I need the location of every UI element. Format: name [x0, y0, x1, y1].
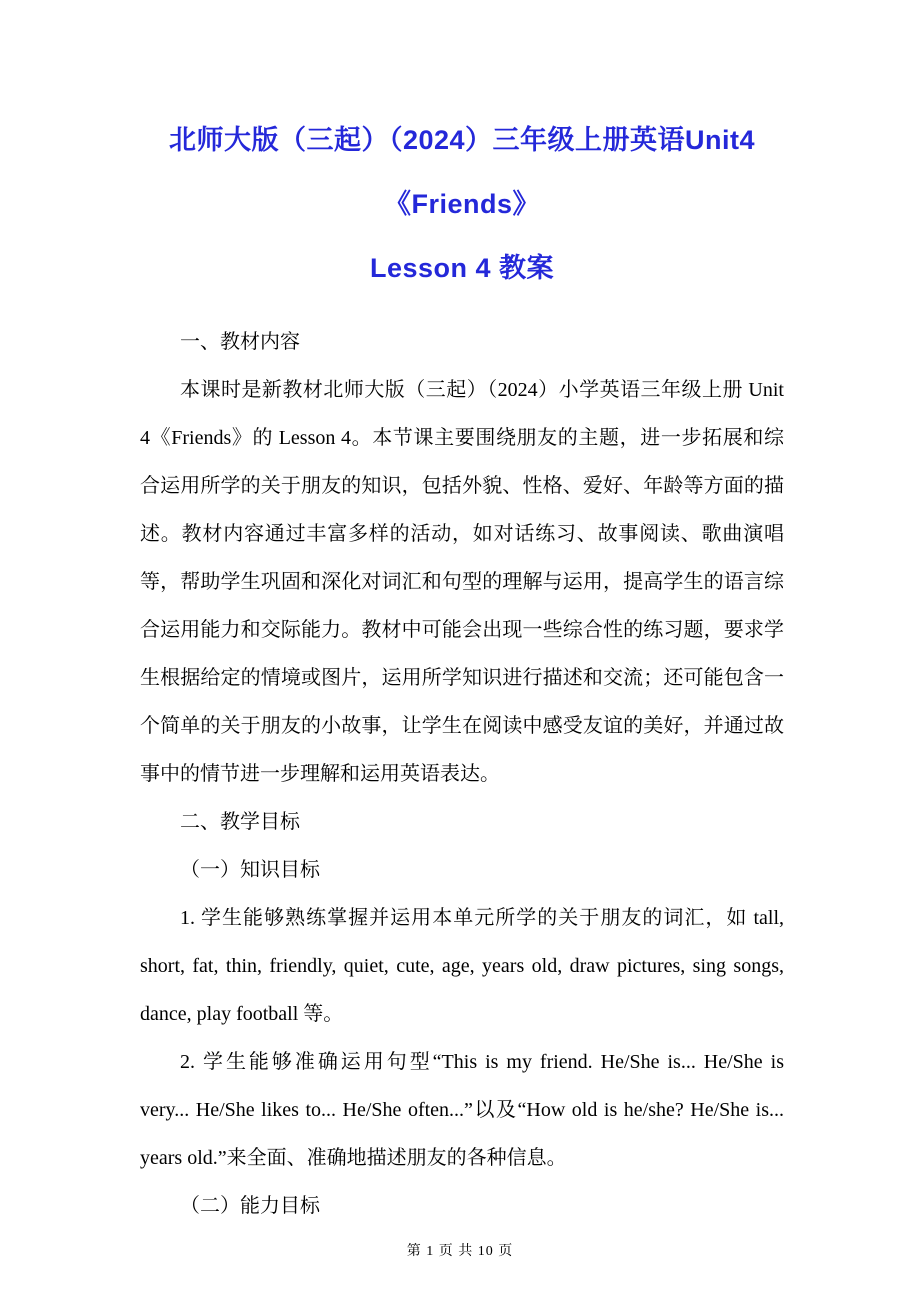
section-heading-material-content: 一、教材内容 — [180, 331, 300, 353]
paragraph-knowledge-objective-2: 2. 学生能够准确运用句型“This is my friend. He/She is... He/She is very... He/She likes to... He/She often...”以及“How old is he/she? He/She is... years old.”来全面、准确地描述朋友的各种信息。 — [140, 1051, 784, 1169]
subsection-heading-ability-objectives: （二）能力目标 — [180, 1195, 320, 1217]
page-footer: 第 1 页 共 10 页 — [406, 1244, 514, 1259]
document-title-line-1: 北师大版（三起）（2024）三年级上册英语Unit4《Friends》 — [168, 125, 756, 219]
document-title — [140, 108, 784, 300]
paragraph-material-content: 本课时是新教材北师大版（三起）（2024）小学英语三年级上册 Unit 4《Friends》的 Lesson 4。本节课主要围绕朋友的主题，进一步拓展和综合运用所学的关于朋友的知识，包括外貌、性格、爱好、年龄等方面的描述。教材内容通过丰富多样的活动，如对话练习、故事阅读、歌曲演唱等，帮助学生巩固和深化对词汇和句型的理解与运用，提高学生的语言综合运用能力和交际能力。教材中可能会出现一些综合性的练习题，要求学生根据给定的情境或图片，运用所学知识进行描述和交流；还可能包含一个简单的关于朋友的小故事，让学生在阅读中感受友谊的美好，并通过故事中的情节进一步理解和运用英语表达。 — [140, 379, 784, 785]
section-heading-teaching-objectives: 二、教学目标 — [180, 811, 300, 833]
document-body — [140, 318, 784, 1230]
document-title-line-2: Lesson 4 教案 — [369, 253, 555, 283]
paragraph-knowledge-objective-1: 1. 学生能够熟练掌握并运用本单元所学的关于朋友的词汇，如 tall, short, fat, thin, friendly, quiet, cute, age, years old, draw pictures, sing songs, dance, play football 等。 — [140, 907, 784, 1025]
subsection-heading-knowledge-objectives: （一）知识目标 — [180, 859, 320, 881]
